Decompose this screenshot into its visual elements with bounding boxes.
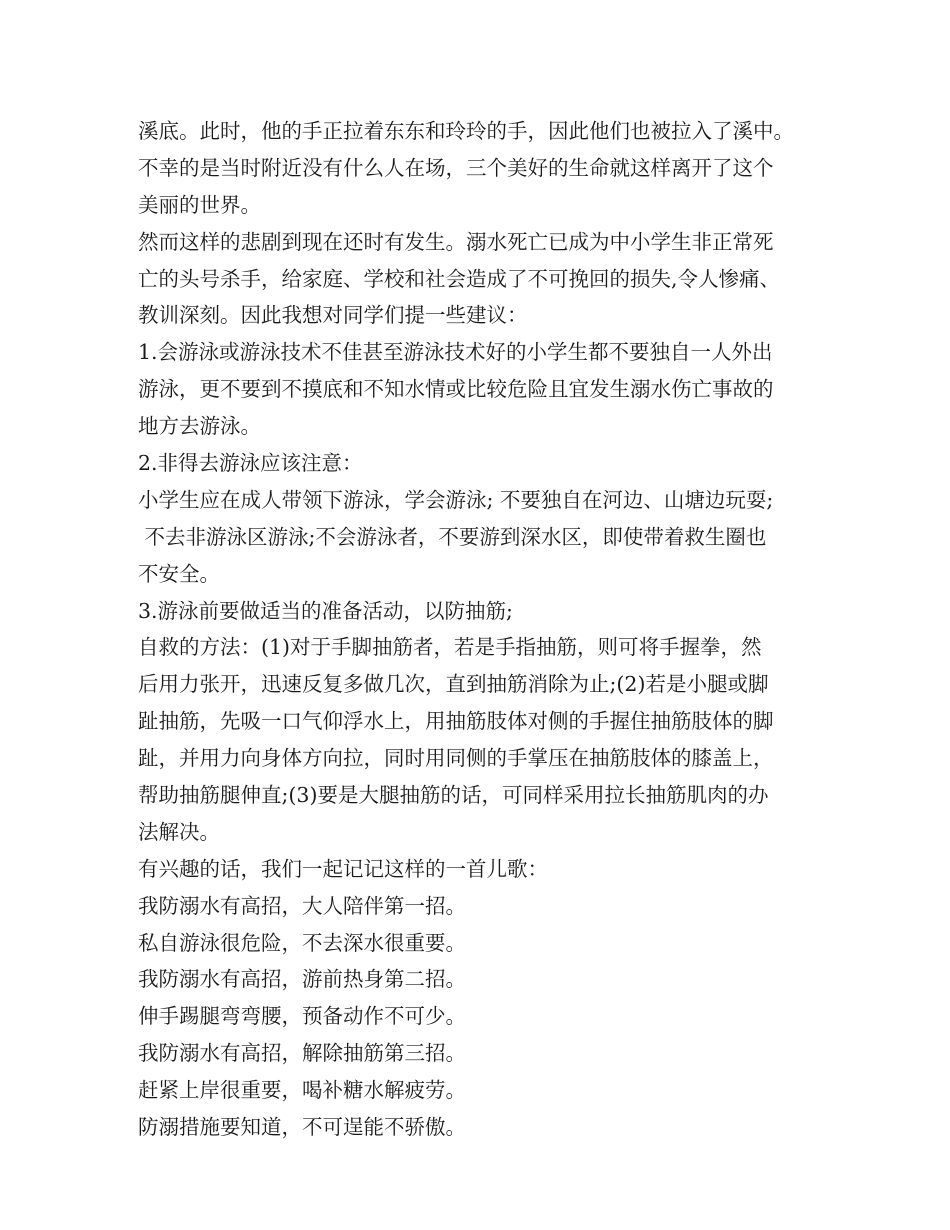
poem-line: 赶紧上岸很重要，喝补糖水解疲劳。 [138,1078,466,1103]
text-line: 游泳，更不要到不摸底和不知水情或比较危险且宜发生溺水伤亡事故的 [138,377,774,402]
body-text [138,113,838,1146]
poem-line: 我防溺水有高招，游前热身第二招。 [138,967,466,992]
text-line: 不去非游泳区游泳;不会游泳者，不要游到深水区，即使带着救生圈也 [138,524,767,549]
text-line: 美丽的世界。 [138,192,261,217]
text-line: 教训深刻。因此我想对同学们提一些建议： [138,303,528,328]
text-line: 法解决。 [138,819,220,844]
text-line: 溪底。此时，他的手正拉着东东和玲玲的手，因此他们也被拉入了溪中。 [138,119,794,143]
text-line: 不安全。 [138,561,220,586]
text-line: 有兴趣的话，我们一起记记这样的一首儿歌： [138,856,548,881]
text-line: 趾，并用力向身体方向拉，同时用同侧的手掌压在抽筋肢体的膝盖上， [138,746,774,771]
text-line: 地方去游泳。 [138,414,261,439]
text-line: 然而这样的悲剧到现在还时有发生。溺水死亡已成为中小学生非正常死 [138,229,774,254]
text-line: 帮助抽筋腿伸直;(3)要是大腿抽筋的话，可同样采用拉长抽筋肌肉的办 [138,783,769,808]
poem-line: 伸手踢腿弯弯腰，预备动作不可少。 [138,1004,466,1029]
text-line: 1.会游泳或游泳技术不佳甚至游泳技术好的小学生都不要独自一人外出 [138,340,773,365]
text-line: 小学生应在成人带领下游泳，学会游泳; 不要独自在河边、山塘边玩耍; [138,487,774,512]
text-line: 后用力张开，迅速反复多做几次，直到抽筋消除为止;(2)若是小腿或脚 [138,672,769,697]
text-line: 自救的方法：(1)对于手脚抽筋者，若是手指抽筋，则可将手握拳，然 [138,635,762,660]
poem-line: 我防溺水有高招，解除抽筋第三招。 [138,1041,466,1066]
text-line: 不幸的是当时附近没有什么人在场，三个美好的生命就这样离开了这个 [138,155,774,180]
text-line: 2.非得去游泳应该注意： [138,451,363,476]
poem-line: 我防溺水有高招，大人陪伴第一招。 [138,893,466,918]
poem-line: 私自游泳很危险，不去深水很重要。 [138,930,466,955]
text-line: 趾抽筋，先吸一口气仰浮水上，用抽筋肢体对侧的手握住抽筋肢体的脚 [138,709,774,734]
text-line: 3.游泳前要做适当的准备活动，以防抽筋; [138,598,513,623]
text-line: 亡的头号杀手，给家庭、学校和社会造成了不可挽回的损失,令人惨痛、 [138,266,781,291]
poem-line: 防溺措施要知道，不可逞能不骄傲。 [138,1115,466,1140]
